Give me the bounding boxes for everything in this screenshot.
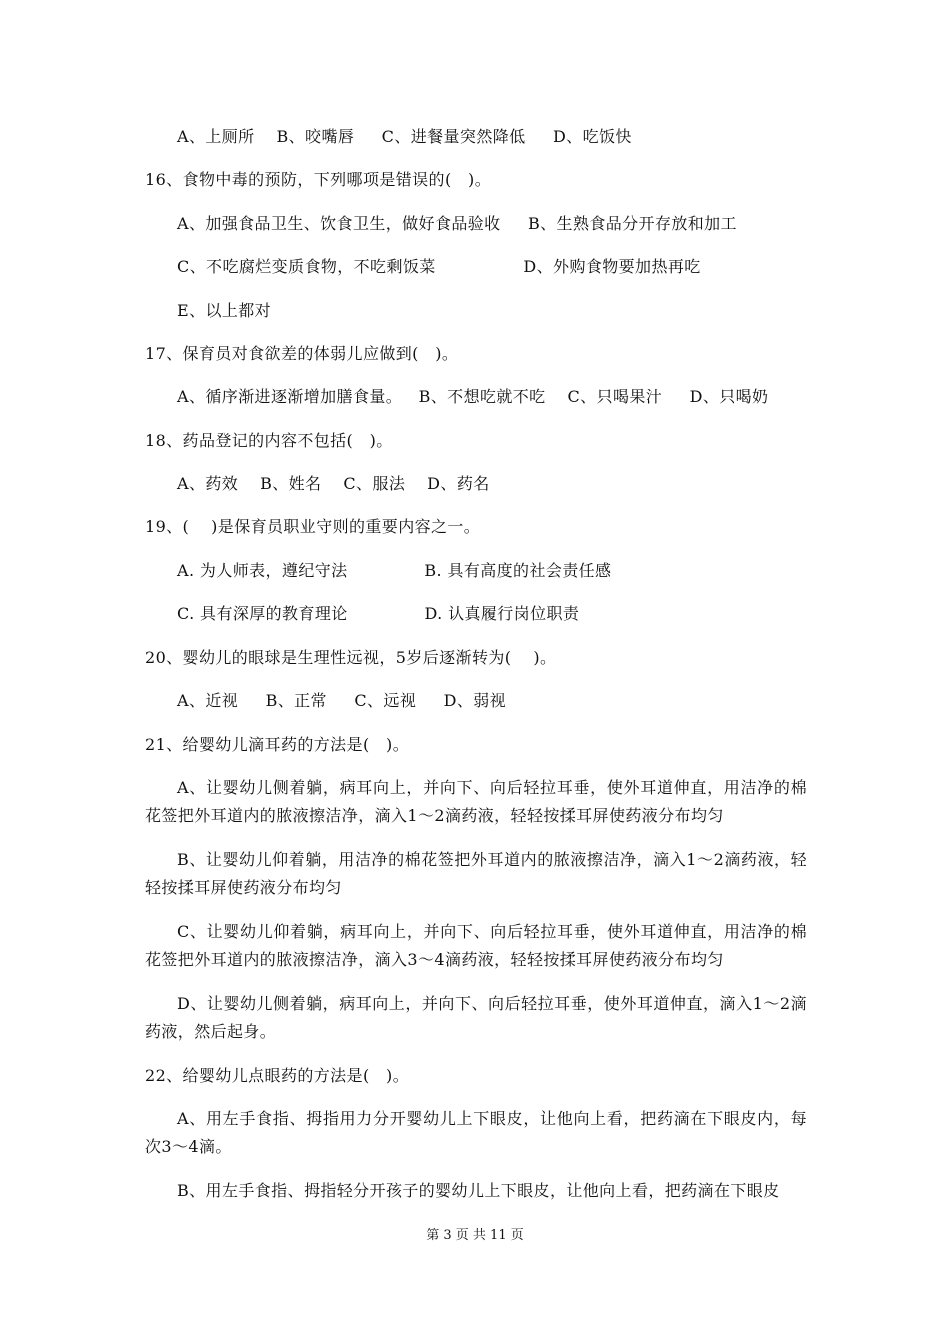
q18-options: A、药效 B、姓名 C、服法 D、药名 [177,474,490,493]
q19-options-cd: C. 具有深厚的教育理论 D. 认真履行岗位职责 [177,604,580,623]
q16-stem: 16、食物中毒的预防，下列哪项是错误的( )。 [145,170,492,189]
q20-options: A、近视 B、正常 C、远视 D、弱视 [177,691,507,710]
q19-stem: 19、( )是保育员职业守则的重要内容之一。 [145,517,481,536]
q16-options-ab: A、加强食品卫生、饮食卫生，做好食品验收 B、生熟食品分开存放和加工 [177,214,737,233]
q20-stem: 20、婴幼儿的眼球是生理性远视，5岁后逐渐转为( )。 [145,648,557,667]
q21-option-c: C、让婴幼儿仰着躺，病耳向上，并向下、向后轻拉耳垂，使外耳道伸直，用洁净的棉花签把外耳道内的脓液擦洁净，滴入3～4滴药液，轻轻按揉耳屏使药液分布均匀 [145,922,807,969]
q19-options-ab: A. 为人师表，遵纪守法 B. 具有高度的社会责任感 [177,561,612,580]
q21-option-d: D、让婴幼儿侧着躺，病耳向上，并向下、向后轻拉耳垂，使外耳道伸直，滴入1～2滴药液，然后起身。 [145,994,807,1041]
q17-stem: 17、保育员对食欲差的体弱儿应做到( )。 [145,344,459,363]
q22-option-b: B、用左手食指、拇指轻分开孩子的婴幼儿上下眼皮，让他向上看，把药滴在下眼皮 [177,1181,780,1200]
q15-options: A、上厕所 B、咬嘴唇 C、进餐量突然降低 D、吃饭快 [177,127,632,146]
q16-option-e: E、以上都对 [177,301,272,320]
q21-option-b: B、让婴幼儿仰着躺，用洁净的棉花签把外耳道内的脓液擦洁净，滴入1～2滴药液，轻轻按揉耳屏使药液分布均匀 [145,850,807,897]
page-number-footer: 第 3 页 共 11 页 [426,1228,524,1243]
q21-option-a: A、让婴幼儿侧着躺，病耳向上，并向下、向后轻拉耳垂，使外耳道伸直，用洁净的棉花签把外耳道内的脓液擦洁净，滴入1～2滴药液，轻轻按揉耳屏使药液分布均匀 [145,778,807,825]
q22-stem: 22、给婴幼儿点眼药的方法是( )。 [145,1066,410,1085]
q18-stem: 18、药品登记的内容不包括( )。 [145,431,393,450]
q16-options-cd: C、不吃腐烂变质食物，不吃剩饭菜 D、外购食物要加热再吃 [177,257,701,276]
q21-stem: 21、给婴幼儿滴耳药的方法是( )。 [145,735,410,754]
q17-options: A、循序渐进逐渐增加膳食量。 B、不想吃就不吃 C、只喝果汁 D、只喝奶 [177,387,769,406]
q22-option-a: A、用左手食指、拇指用力分开婴幼儿上下眼皮，让他向上看，把药滴在下眼皮内，每次3～4滴。 [145,1109,807,1156]
